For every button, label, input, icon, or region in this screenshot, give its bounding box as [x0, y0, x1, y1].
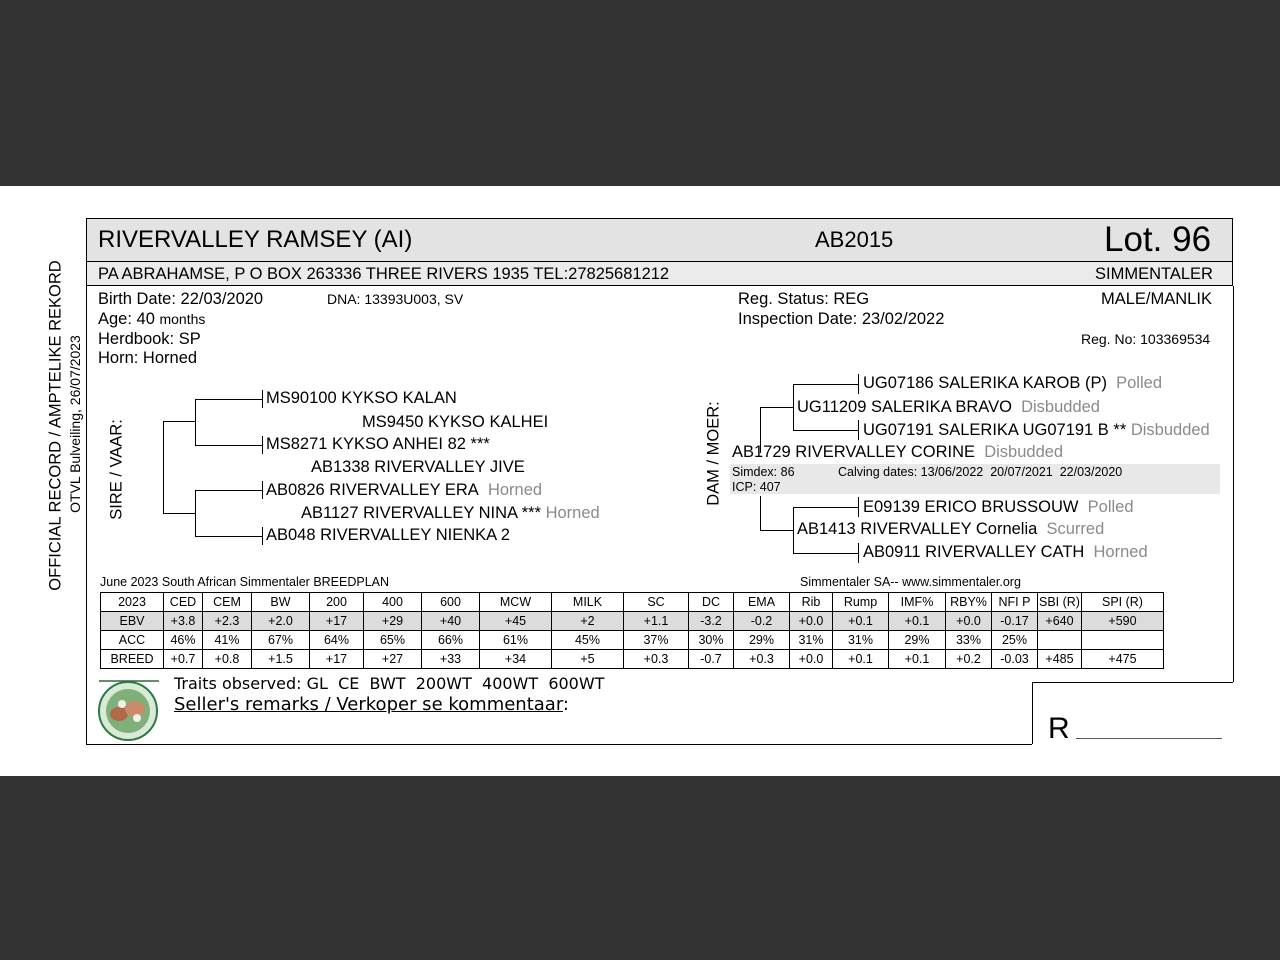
sire-sire-dam: MS8271 KYKSO ANHEI 82 *** [266, 435, 490, 453]
table-cell: Rib [790, 593, 833, 612]
table-cell: +1.5 [252, 650, 310, 669]
dam-horn: Disbudded [984, 443, 1064, 461]
pedigree-line [195, 399, 262, 400]
table-cell [1038, 631, 1082, 650]
table-header-row [101, 593, 1164, 612]
table-cell: +0.0 [946, 612, 992, 631]
age-unit: months [159, 311, 206, 327]
table-cell: SPI (R) [1082, 593, 1164, 612]
table-cell: DC [689, 593, 734, 612]
table-cell: 200 [310, 593, 364, 612]
frame-line [1032, 682, 1033, 744]
sire-label: SIRE / VAAR: [107, 419, 126, 520]
pedigree-line [793, 507, 794, 553]
pedigree-line [793, 507, 858, 508]
table-cell: +0.0 [790, 650, 833, 669]
dam-dam-sire [863, 498, 1134, 517]
table-cell: -0.17 [992, 612, 1038, 631]
pedigree-line [760, 530, 793, 531]
table-cell: +475 [1082, 650, 1164, 669]
dam-sire-dam [863, 421, 1210, 440]
table-cell: 67% [252, 631, 310, 650]
pedigree-line [858, 374, 859, 394]
owner-line: PA ABRAHAMSE, P O BOX 263336 THREE RIVERS 1935 TEL:27825681212 [98, 265, 670, 283]
frame-line [1032, 682, 1233, 683]
birth-date: Birth Date: 22/03/2020 [98, 290, 264, 308]
sex: MALE/MANLIK [1101, 290, 1212, 308]
table-cell: BW [252, 593, 310, 612]
table-cell: +5 [552, 650, 624, 669]
pedigree-line [760, 496, 761, 530]
sire-dam-dam: AB048 RIVERVALLEY NIENKA 2 [266, 526, 510, 544]
table-cell: 64% [310, 631, 364, 650]
lot-number: Lot. 96 [1104, 220, 1212, 259]
dam-sire [797, 398, 1100, 417]
pedigree-line [262, 436, 263, 454]
frame-line [86, 744, 1032, 745]
pedigree-line [195, 445, 262, 446]
dam-sire-sire-name: UG07186 SALERIKA KAROB (P) [863, 374, 1107, 392]
sire-dam [301, 504, 600, 523]
table-cell: 400 [364, 593, 422, 612]
table-cell: -0.7 [689, 650, 734, 669]
sire-sire: MS9450 KYKSO KALHEI [362, 413, 549, 431]
pedigree-line [195, 536, 262, 537]
table-cell: +1.1 [624, 612, 689, 631]
pedigree-line [793, 553, 858, 554]
sire-dam-horn: Horned [545, 504, 600, 522]
pedigree-line [793, 384, 794, 430]
table-cell: +40 [422, 612, 480, 631]
table-cell: MCW [480, 593, 552, 612]
inspection-date: Inspection Date: 23/02/2022 [738, 310, 945, 328]
pedigree-line [858, 543, 859, 563]
table-cell: +0.0 [790, 612, 833, 631]
table-cell: +34 [480, 650, 552, 669]
table-cell: 2023 [101, 593, 164, 612]
dam-dam [797, 520, 1104, 539]
table-cell: +29 [364, 612, 422, 631]
frame-line [1233, 286, 1234, 682]
breed-name: SIMMENTALER [1095, 265, 1213, 283]
breedplan-caption: June 2023 South African Simmentaler BREEDPLAN [100, 575, 390, 589]
table-cell: SC [624, 593, 689, 612]
table-cell: +17 [310, 612, 364, 631]
table-cell: +2.0 [252, 612, 310, 631]
frame-line [86, 286, 87, 744]
table-cell: SBI (R) [1038, 593, 1082, 612]
table-cell: IMF% [889, 593, 946, 612]
table-cell: +0.1 [889, 612, 946, 631]
official-record-label: OFFICIAL RECORD / AMPTELIKE REKORD [46, 260, 65, 591]
dam-sire-name: UG11209 SALERIKA BRAVO [797, 398, 1012, 416]
society-caption: Simmentaler SA-- www.simmentaler.org [800, 575, 1021, 589]
horn-status: Horn: Horned [98, 349, 198, 367]
table-cell: 33% [946, 631, 992, 650]
sire-dam-sire [266, 481, 542, 500]
table-cell: CEM [203, 593, 252, 612]
sire-sire-sire: MS90100 KYKSO KALAN [266, 389, 457, 407]
dam-sire-dam-horn: Disbudded [1130, 421, 1210, 439]
table-cell: +2 [552, 612, 624, 631]
dam-sire-sire-horn: Polled [1116, 374, 1162, 392]
table-cell: CED [164, 593, 203, 612]
table-cell: +27 [364, 650, 422, 669]
pedigree-line [262, 390, 263, 408]
table-cell: -0.03 [992, 650, 1038, 669]
sire-dam-sire-name: AB0826 RIVERVALLEY ERA [266, 481, 479, 499]
calving-dates: Calving dates: 13/06/2022 20/07/2021 22/03/2020 [838, 465, 1123, 479]
age-value: Age: 40 [98, 310, 155, 328]
dam-dam-dam-name: AB0911 RIVERVALLEY CATH [863, 543, 1085, 561]
dam-sire-horn: Disbudded [1021, 398, 1100, 416]
dam-sire-sire [863, 374, 1162, 393]
table-cell: EBV [101, 612, 164, 631]
table-cell: 65% [364, 631, 422, 650]
table-cell: 31% [833, 631, 889, 650]
animal-id: AB2015 [815, 227, 894, 252]
table-cell: 66% [422, 631, 480, 650]
dam-name [732, 443, 1063, 462]
sire-name: AB1338 RIVERVALLEY JIVE [311, 458, 525, 476]
table-cell: +0.1 [889, 650, 946, 669]
simdex: Simdex: 86 [732, 465, 795, 479]
table-cell: +485 [1038, 650, 1082, 669]
table-cell: +0.1 [833, 650, 889, 669]
table-row [101, 650, 1164, 669]
table-cell: +3.8 [164, 612, 203, 631]
dam-dam-sire-name: E09139 ERICO BRUSSOUW [863, 498, 1079, 516]
traits-observed: Traits observed: GL CE BWT 200WT 400WT 600WT [174, 674, 605, 693]
pedigree-line [262, 527, 263, 545]
table-cell: -0.2 [734, 612, 790, 631]
dam-dam-dam [863, 543, 1148, 562]
table-cell: 45% [552, 631, 624, 650]
table-cell: 46% [164, 631, 203, 650]
table-cell: NFI P [992, 593, 1038, 612]
sellers-remarks-label: Seller's remarks / Verkoper se kommentaar [174, 694, 563, 715]
dna-info: DNA: 13393U003, SV [327, 291, 464, 307]
table-cell: ACC [101, 631, 164, 650]
table-cell: +17 [310, 650, 364, 669]
society-logo [97, 678, 161, 742]
table-cell: EMA [734, 593, 790, 612]
table-row [101, 631, 1164, 650]
sire-dam-name: AB1127 RIVERVALLEY NINA *** [301, 504, 541, 522]
pedigree-line [858, 497, 859, 517]
pedigree-line [195, 490, 262, 491]
pedigree-line [163, 421, 164, 513]
table-cell: +33 [422, 650, 480, 669]
table-cell: 25% [992, 631, 1038, 650]
table-cell: 31% [790, 631, 833, 650]
dam-name-text: AB1729 RIVERVALLEY CORINE [732, 443, 976, 461]
breedplan-table [100, 592, 1164, 669]
table-cell: +640 [1038, 612, 1082, 631]
dam-dam-dam-horn: Horned [1093, 543, 1148, 561]
pedigree-line [793, 430, 858, 431]
sellers-remarks [174, 694, 569, 715]
table-cell: +0.3 [624, 650, 689, 669]
table-cell [1082, 631, 1164, 650]
table-cell: 29% [734, 631, 790, 650]
pedigree-line [793, 384, 858, 385]
pedigree-line [262, 481, 263, 499]
pedigree-line [163, 513, 195, 514]
age [98, 310, 205, 329]
sellers-remarks-colon: : [562, 694, 569, 715]
lot-card [0, 186, 1280, 776]
table-cell: -3.2 [689, 612, 734, 631]
pedigree-line [858, 420, 859, 440]
sire-dam-sire-horn: Horned [487, 481, 543, 499]
table-cell: 61% [480, 631, 552, 650]
icp: ICP: 407 [732, 480, 781, 494]
table-cell: MILK [552, 593, 624, 612]
table-cell: +45 [480, 612, 552, 631]
table-cell: +0.8 [203, 650, 252, 669]
animal-name: RIVERVALLEY RAMSEY (AI) [98, 226, 413, 253]
pedigree-line [760, 407, 793, 408]
table-cell: 600 [422, 593, 480, 612]
herdbook: Herdbook: SP [98, 330, 201, 348]
price-prefix: R [1048, 712, 1070, 745]
pedigree-line [195, 399, 196, 445]
table-cell: RBY% [946, 593, 992, 612]
reg-number: Reg. No: 103369534 [1081, 331, 1211, 347]
table-row [101, 612, 1164, 631]
table-cell: 41% [203, 631, 252, 650]
table-cell: 37% [624, 631, 689, 650]
dam-dam-name: AB1413 RIVERVALLEY Cornelia [797, 520, 1038, 538]
table-cell: 29% [889, 631, 946, 650]
table-cell: +0.1 [833, 612, 889, 631]
table-cell: +590 [1082, 612, 1164, 631]
table-cell: BREED [101, 650, 164, 669]
dam-label: DAM / MOER: [704, 401, 723, 506]
table-cell: 30% [689, 631, 734, 650]
dam-dam-horn: Scurred [1046, 520, 1105, 538]
price-field[interactable] [1076, 738, 1222, 739]
dam-dam-sire-horn: Polled [1087, 498, 1134, 516]
table-cell: +0.7 [164, 650, 203, 669]
pedigree-line [163, 421, 195, 422]
table-cell: +0.3 [734, 650, 790, 669]
table-cell: Rump [833, 593, 889, 612]
auction-label: OTVL Bulveiling, 26/07/2023 [67, 335, 83, 513]
dam-sire-dam-name: UG07191 SALERIKA UG07191 B ** [863, 421, 1127, 439]
table-cell: +2.3 [203, 612, 252, 631]
reg-status: Reg. Status: REG [738, 290, 870, 308]
table-cell: +0.2 [946, 650, 992, 669]
pedigree-line [195, 490, 196, 536]
